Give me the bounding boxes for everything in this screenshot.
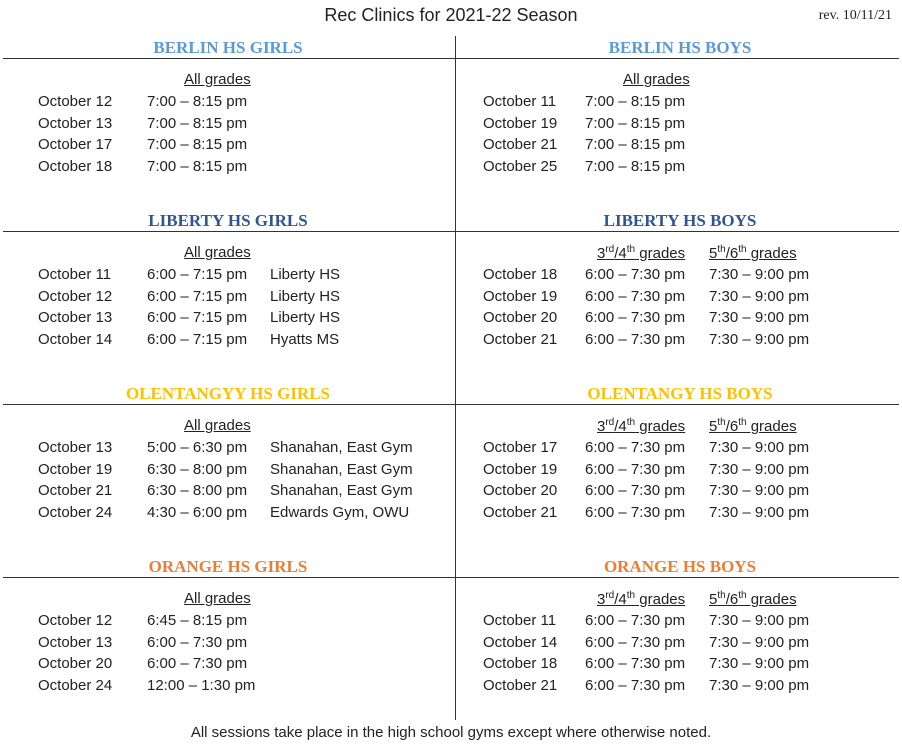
session-date: October 17 xyxy=(38,136,113,153)
session-time: 7:00 – 8:15 pm xyxy=(147,136,248,153)
session-date: October 13 xyxy=(38,439,113,456)
session-time: 6:00 – 7:15 pm xyxy=(147,287,248,305)
section-divider xyxy=(3,58,899,59)
session-time-5-6: 7:30 – 9:00 pm xyxy=(709,460,810,478)
document-title: Rec Clinics for 2021-22 Season xyxy=(324,5,578,25)
session-time: 7:00 – 8:15 pm xyxy=(585,114,686,132)
session-time: 6:30 – 8:00 pm xyxy=(147,460,248,478)
session-time-5-6: 7:30 – 9:00 pm xyxy=(709,655,810,672)
session-date: October 21 xyxy=(483,136,558,153)
session-time: 6:00 – 7:30 pm xyxy=(147,633,248,651)
session-time: 5:00 – 6:30 pm xyxy=(147,439,248,456)
grade-label-part: /4 xyxy=(614,591,627,608)
grade-label-part: th xyxy=(738,590,747,601)
session-date: October 11 xyxy=(483,612,557,629)
session-location: Liberty HS xyxy=(270,287,341,305)
session-date: October 19 xyxy=(38,460,113,478)
session-time-3-4: 6:00 – 7:30 pm xyxy=(585,439,686,456)
session-time-5-6: 7:30 – 9:00 pm xyxy=(709,482,810,499)
grade-label-part: 5 xyxy=(709,418,718,435)
session-date: October 12 xyxy=(38,287,113,305)
grade-label-part: /6 xyxy=(725,591,739,608)
session-date: October 18 xyxy=(483,266,558,283)
section-header: LIBERTY HS GIRLS xyxy=(148,211,308,230)
session-time: 7:00 – 8:15 pm xyxy=(147,114,248,132)
section-header: BERLIN HS BOYS xyxy=(608,38,752,57)
session-date: October 13 xyxy=(38,633,113,651)
grade-label-part: grades xyxy=(746,418,797,435)
session-date: October 21 xyxy=(483,330,558,348)
session-date: October 24 xyxy=(38,676,113,694)
grade-label-part: 3 xyxy=(597,245,606,262)
session-date: October 20 xyxy=(38,655,113,672)
section-header: LIBERTY HS BOYS xyxy=(603,211,757,230)
grades-label-3-4 xyxy=(597,417,685,435)
grade-label-part: grades xyxy=(746,245,797,262)
grade-label-part: th xyxy=(738,244,747,255)
session-time-3-4: 6:00 – 7:30 pm xyxy=(585,482,686,499)
session-time: 6:45 – 8:15 pm xyxy=(147,612,248,629)
session-time: 7:00 – 8:15 pm xyxy=(585,136,686,153)
session-time-3-4: 6:00 – 7:30 pm xyxy=(585,460,686,478)
grades-label: All grades xyxy=(184,417,251,434)
section-divider xyxy=(3,404,899,405)
session-date: October 11 xyxy=(483,93,557,110)
session-location: Shanahan, East Gym xyxy=(270,482,413,499)
session-time-5-6: 7:30 – 9:00 pm xyxy=(709,287,810,305)
session-time: 6:00 – 7:15 pm xyxy=(147,330,248,348)
grade-label-part: rd xyxy=(605,590,615,601)
grade-label-part: th xyxy=(717,417,726,428)
session-time-3-4: 6:00 – 7:30 pm xyxy=(585,309,686,326)
session-location: Liberty HS xyxy=(270,266,341,283)
grade-label-part: /4 xyxy=(614,418,627,435)
session-date: October 21 xyxy=(483,503,558,521)
session-time: 4:30 – 6:00 pm xyxy=(147,503,248,521)
session-date: October 14 xyxy=(38,330,113,348)
session-time: 7:00 – 8:15 pm xyxy=(147,157,248,175)
session-date: October 12 xyxy=(38,93,113,110)
grades-label: All grades xyxy=(184,590,251,607)
revision-date: rev. 10/11/21 xyxy=(818,8,892,23)
session-date: October 13 xyxy=(38,309,113,326)
session-time-3-4: 6:00 – 7:30 pm xyxy=(585,655,686,672)
grades-label-3-4 xyxy=(597,590,685,608)
section-header: OLENTANGYY HS GIRLS xyxy=(125,384,331,403)
session-time-3-4: 6:00 – 7:30 pm xyxy=(585,266,686,283)
grade-label-part: 3 xyxy=(597,418,606,435)
session-date: October 11 xyxy=(38,266,112,283)
grades-label: All grades xyxy=(184,71,251,88)
session-time-5-6: 7:30 – 9:00 pm xyxy=(709,439,810,456)
session-date: October 24 xyxy=(38,503,113,521)
session-time-5-6: 7:30 – 9:00 pm xyxy=(709,309,810,326)
grade-label-part: grades xyxy=(746,591,797,608)
session-date: October 21 xyxy=(483,676,558,694)
session-time-3-4: 6:00 – 7:30 pm xyxy=(585,676,686,694)
session-time: 7:00 – 8:15 pm xyxy=(147,93,248,110)
session-location: Hyatts MS xyxy=(270,330,340,348)
session-time-5-6: 7:30 – 9:00 pm xyxy=(709,676,810,694)
grade-label-part: th xyxy=(738,417,747,428)
section-divider xyxy=(3,577,899,578)
session-date: October 18 xyxy=(38,157,113,175)
session-time: 7:00 – 8:15 pm xyxy=(585,157,686,175)
session-time: 7:00 – 8:15 pm xyxy=(585,93,686,110)
session-date: October 12 xyxy=(38,612,113,629)
grade-label-part: th xyxy=(626,590,636,601)
session-time-5-6: 7:30 – 9:00 pm xyxy=(709,266,810,283)
session-location: Shanahan, East Gym xyxy=(270,439,413,456)
grade-label-part: rd xyxy=(605,417,615,428)
session-time-3-4: 6:00 – 7:30 pm xyxy=(585,287,686,305)
session-time-5-6: 7:30 – 9:00 pm xyxy=(709,633,810,651)
grades-label: All grades xyxy=(184,244,251,261)
session-location: Liberty HS xyxy=(270,309,341,326)
session-date: October 25 xyxy=(483,157,558,175)
session-date: October 17 xyxy=(483,439,558,456)
session-time: 6:00 – 7:15 pm xyxy=(147,309,248,326)
session-time-5-6: 7:30 – 9:00 pm xyxy=(709,612,810,629)
grade-label-part: 3 xyxy=(597,591,606,608)
section-header: OLENTANGY HS BOYS xyxy=(587,384,773,403)
grade-label-part: th xyxy=(626,417,636,428)
session-time-3-4: 6:00 – 7:30 pm xyxy=(585,503,686,521)
grade-label-part: /4 xyxy=(614,245,627,262)
grades-label-5-6 xyxy=(709,417,797,435)
session-time-3-4: 6:00 – 7:30 pm xyxy=(585,633,686,651)
section-header: ORANGE HS GIRLS xyxy=(148,557,308,576)
grade-label-part: /6 xyxy=(725,245,739,262)
session-time-5-6: 7:30 – 9:00 pm xyxy=(709,330,810,348)
session-time: 6:00 – 7:30 pm xyxy=(147,655,248,672)
grade-label-part: 5 xyxy=(709,591,718,608)
section-divider xyxy=(3,231,899,232)
grades-label-5-6 xyxy=(709,590,797,608)
grades-label-5-6 xyxy=(709,244,797,262)
session-date: October 21 xyxy=(38,482,113,499)
session-date: October 14 xyxy=(483,633,558,651)
session-date: October 19 xyxy=(483,460,558,478)
grade-label-part: th xyxy=(717,244,726,255)
section-header: ORANGE HS BOYS xyxy=(603,557,757,576)
grade-label-part: th xyxy=(717,590,726,601)
session-location: Shanahan, East Gym xyxy=(270,460,413,478)
session-time: 12:00 – 1:30 pm xyxy=(147,676,256,694)
session-time-3-4: 6:00 – 7:30 pm xyxy=(585,330,686,348)
grade-label-part: rd xyxy=(605,244,615,255)
session-location: Edwards Gym, OWU xyxy=(270,503,410,521)
session-date: October 18 xyxy=(483,655,558,672)
section-header: BERLIN HS GIRLS xyxy=(153,38,303,57)
column-divider xyxy=(455,36,456,720)
grade-label-part: /6 xyxy=(725,418,739,435)
session-time: 6:30 – 8:00 pm xyxy=(147,482,248,499)
session-time: 6:00 – 7:15 pm xyxy=(147,266,248,283)
footer-note: All sessions take place in the high school gyms except where otherwise noted. xyxy=(190,724,712,741)
session-time-5-6: 7:30 – 9:00 pm xyxy=(709,503,810,521)
session-date: October 20 xyxy=(483,309,558,326)
session-date: October 19 xyxy=(483,114,558,132)
grades-label: All grades xyxy=(623,71,690,88)
session-date: October 20 xyxy=(483,482,558,499)
session-date: October 19 xyxy=(483,287,558,305)
grade-label-part: grades xyxy=(635,245,686,262)
grade-label-part: grades xyxy=(635,591,686,608)
session-time-3-4: 6:00 – 7:30 pm xyxy=(585,612,686,629)
grade-label-part: 5 xyxy=(709,245,718,262)
session-date: October 13 xyxy=(38,114,113,132)
grades-label-3-4 xyxy=(597,244,685,262)
grade-label-part: th xyxy=(626,244,636,255)
grade-label-part: grades xyxy=(635,418,686,435)
